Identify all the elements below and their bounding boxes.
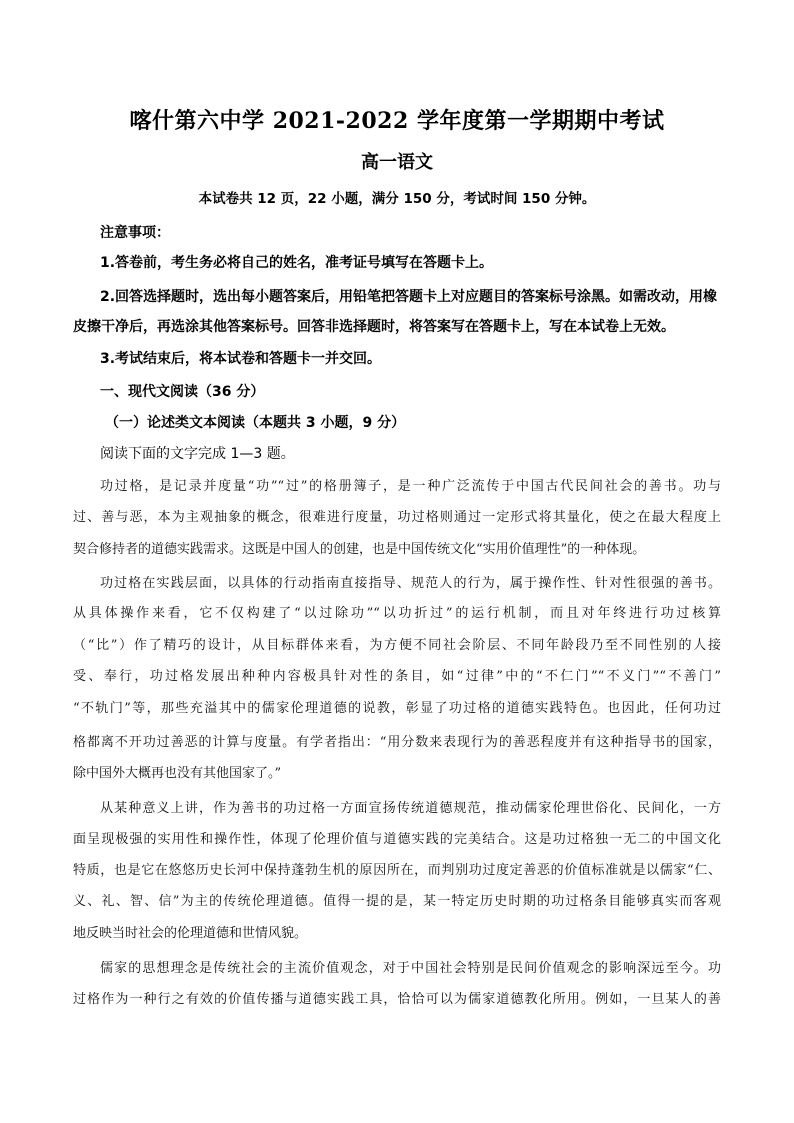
note-item-2-line-1: 2.回答选择题时，选出每小题答案后，用铅笔把答题卡上对应题目的答案标号涂黑。如需改动，用橡 xyxy=(100,289,718,305)
note-item-3: 3.考试结束后，将本试卷和答题卡一并交回。 xyxy=(100,351,382,367)
passage-line: 义、礼、智、信”为主的传统伦理道德。值得一提的是，某一特定历史时期的功过格条目能够真实而客观 xyxy=(73,894,721,909)
exam-title: 喀什第六中学 2021-2022 学年度第一学期期中考试 xyxy=(129,108,665,134)
reading-instruction: 阅读下面的文字完成 1—3 题。 xyxy=(100,446,295,462)
passage-line: 过、善与恶，本为主观抽象的概念，很难进行度量，功过格则通过一定形式将其量化，使之在最大程度上 xyxy=(73,510,721,525)
notes-heading: 注意事项： xyxy=(100,225,170,241)
exam-meta: 本试卷共 12 页，22 小题，满分 150 分，考试时间 150 分钟。 xyxy=(198,191,596,207)
subsection-heading: （一）论述类文本阅读（本题共 3 小题，9 分） xyxy=(105,415,406,431)
passage-line: 功过格在实践层面，以具体的行动指南直接指导、规范人的行为，属于操作性、针对性很强的善书。 xyxy=(100,576,721,591)
passage-line: 过格作为一种行之有效的价值传播与道德实践工具，恰恰可以为儒家道德教化所用。例如，一旦某人的善 xyxy=(73,992,721,1007)
passage-line: 除中国外大概再也没有其他国家了。” xyxy=(73,766,282,781)
subject-title: 高一语文 xyxy=(361,152,433,173)
passage-line: 儒家的思想理念是传统社会的主流价值观念，对于中国社会特别是民间价值观念的影响深远至今。功 xyxy=(100,961,721,976)
passage-line: 特质，也是它在悠悠历史长河中保持蓬勃生机的原因所在，而判别功过度定善恶的价值标准就是以儒家“仁、 xyxy=(73,863,721,878)
note-item-1: 1.答卷前，考生务必将自己的姓名，准考证号填写在答题卡上。 xyxy=(100,255,494,271)
passage-line: 受、奉行，功过格发展出种种内容极具针对性的条目，如“过律”中的“不仁门”“不义门”“不善门” xyxy=(73,669,721,684)
passage-line: 地反映当时社会的伦理道德和世情风貌。 xyxy=(73,926,308,941)
passage-line: 功过格，是记录并度量“功”“过”的格册簿子，是一种广泛流传于中国古代民间社会的善书。功与 xyxy=(100,479,721,494)
passage-line: 格都离不开功过善恶的计算与度量。有学者指出：“用分数来表现行为的善恶程度并有这种指导书的国家， xyxy=(73,735,721,750)
passage-line: 面呈现极强的实用性和操作性，体现了伦理价值与道德实践的完美结合。这是功过格独一无二的中国文化 xyxy=(73,832,721,847)
section-heading: 一、现代文阅读（36 分） xyxy=(100,384,265,400)
passage-line: 从某种意义上讲，作为善书的功过格一方面宣扬传统道德规范，推动儒家伦理世俗化、民间化，一方 xyxy=(100,801,721,816)
passage-line: （“比”）作了精巧的设计，从目标群体来看，为方便不同社会阶层、不同年龄段乃至不同性别的人接 xyxy=(73,638,721,653)
passage-line: 契合修持者的道德实践需求。这既是中国人的创建，也是中国传统文化“实用价值理性”的一种体现。 xyxy=(73,542,646,557)
note-item-2-line-2: 皮擦干净后，再选涂其他答案标号。回答非选择题时，将答案写在答题卡上，写在本试卷上无效。 xyxy=(73,319,675,335)
passage-line: “不轨门”等，那些充溢其中的儒家伦理道德的说教，彰显了功过格的道德实践特色。也因此，任何功过 xyxy=(73,701,721,716)
passage-line: 从具体操作来看，它不仅构建了“以过除功”“以功折过”的运行机制，而且对年终进行功过核算 xyxy=(73,606,721,621)
